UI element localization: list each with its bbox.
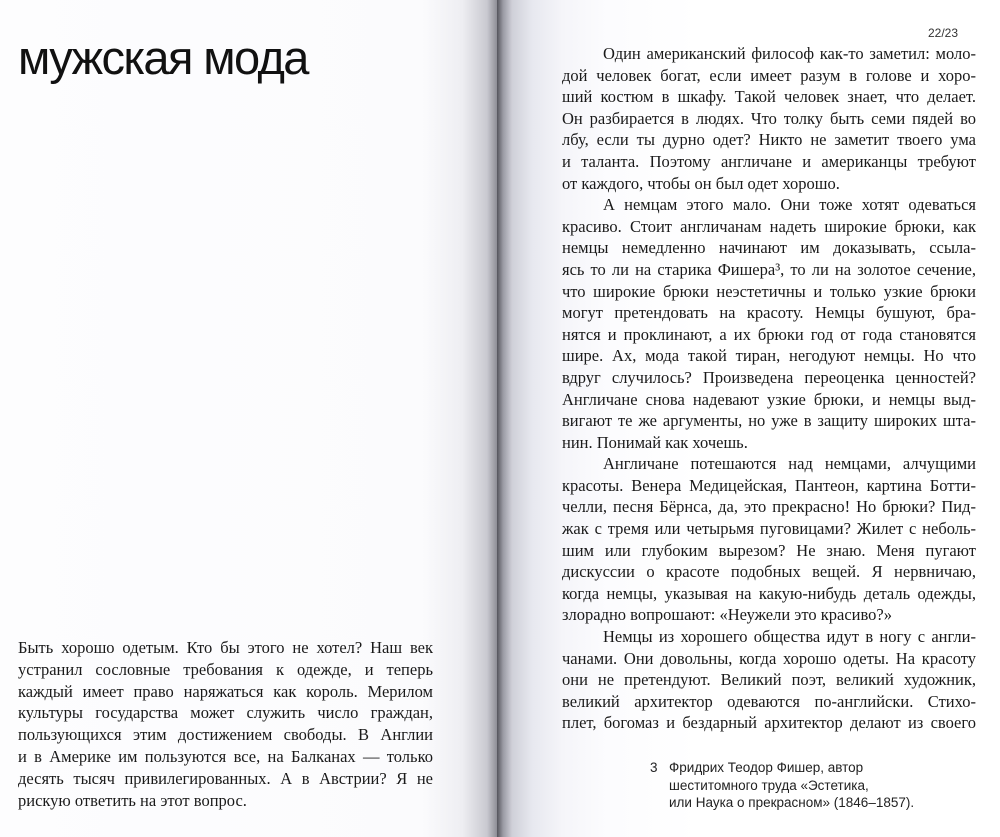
- text-line: Быть хорошо одетым. Кто бы этого не хотел? Наш век: [18, 638, 433, 657]
- chapter-title: мужская мода: [18, 31, 308, 84]
- footnote-line: шеститомного труда «Эстетика,: [669, 777, 869, 793]
- text-line: злорадно вопрошают: «Неужели это красиво?»: [562, 605, 892, 625]
- text-line: когда немцы, указывая на какую-нибудь деталь одежды,: [562, 583, 976, 603]
- text-line: плет, богомаз и бездарный архитектор делают из своего: [562, 713, 976, 733]
- text-line: десять тысяч привилегированных. А в Австрии? Я не: [18, 768, 433, 788]
- text-line: великий архитектор одеваются по-английски. Стихо-: [562, 691, 976, 711]
- text-line: вигают те же аргументы, но уже в защиту широких шта-: [562, 411, 976, 431]
- text-line: ясь то ли на старика Фишера³, то ли на золотое сечение,: [562, 259, 976, 279]
- text-line: вдруг случилось? Произведена переоценка ценностей?: [562, 367, 976, 387]
- text-line: Англичане снова надевают узкие брюки, и немцы выд-: [562, 389, 976, 409]
- text-line: чанами. Они довольны, когда хорошо одеты. На красоту: [562, 648, 976, 668]
- text-line: А немцам этого мало. Они тоже хотят одеваться: [603, 195, 976, 215]
- text-line: каждый имеет право наряжаться как король. Мерилом: [18, 681, 433, 701]
- paragraph: [18, 637, 433, 811]
- right-page-body: [562, 43, 976, 734]
- text-line: и таланта. Поэтому англичане и американцы требуют: [562, 151, 976, 171]
- text-line: пользующихся этим достижением свободы. В Англии: [18, 725, 433, 745]
- text-line: что широкие брюки неэстетичны и только узкие брюки: [562, 281, 976, 301]
- text-line: и в Америке им пользуются все, на Балканах — только: [18, 746, 433, 766]
- paragraph: [562, 626, 976, 734]
- text-line: Англичане потешаются над немцами, алчущими: [603, 454, 976, 474]
- text-line: красоты. Венера Медицейская, Пантеон, картина Ботти-: [562, 475, 976, 495]
- page-number: 22/23: [928, 26, 959, 40]
- left-page-body: [18, 637, 433, 811]
- footnote-line: или Наука о прекрасном» (1846–1857).: [669, 795, 915, 810]
- text-line: ший костюм в шкафу. Такой человек знает, что делает.: [562, 87, 976, 107]
- text-line: устранил сословные требования к одежде, и теперь: [18, 659, 433, 679]
- text-line: дискуссии о красоте подобных вещей. Я нервничаю,: [562, 562, 976, 582]
- text-line: Один американский философ как-то заметил: моло-: [603, 44, 976, 63]
- text-line: немцы немедленно начинают им доказывать, ссыла-: [562, 238, 976, 258]
- text-line: нятся и проклинают, а их брюки год от года становятся: [562, 324, 976, 344]
- text-line: дой человек богат, если имеет разум в голове и хоро-: [562, 65, 976, 85]
- left-page: [0, 0, 497, 837]
- footnote-line: Фридрих Теодор Фишер, автор: [669, 760, 864, 775]
- text-line: красиво. Стоит англичанам надеть широкие брюки, как: [562, 216, 976, 236]
- text-line: Он разбирается в людях. Что толку быть семи пядей во: [562, 108, 976, 128]
- text-line: они не претендуют. Великий поэт, великий художник,: [562, 670, 976, 690]
- text-line: челли, песня Бёрнса, да, это прекрасно! Но брюки? Пид-: [562, 497, 976, 517]
- paragraph: [562, 194, 976, 453]
- text-line: шим или глубоким вырезом? Не знаю. Меня пугают: [562, 540, 976, 560]
- text-line: от каждого, чтобы он был одет хорошо.: [562, 173, 840, 193]
- text-line: могут претендовать на красоту. Немцы бушуют, бра-: [562, 303, 976, 323]
- paragraph: [562, 453, 976, 626]
- text-line: Немцы из хорошего общества идут в ногу с англи-: [603, 627, 976, 647]
- text-line: рискую ответить на этот вопрос.: [18, 790, 247, 810]
- paragraph: [562, 43, 976, 194]
- text-line: жак с тремя или четырьмя пуговицами? Жилет с неболь-: [562, 519, 976, 539]
- text-line: лбу, если ты дурно одет? Никто не заметит твоего ума: [562, 130, 976, 150]
- footnote-number: 3: [650, 760, 658, 775]
- text-line: нин. Понимай как хочешь.: [562, 432, 748, 452]
- text-line: шире. Ах, мода такой тиран, негодуют немцы. Но что: [562, 346, 976, 366]
- text-line: культуры государства может служить число граждан,: [18, 703, 433, 723]
